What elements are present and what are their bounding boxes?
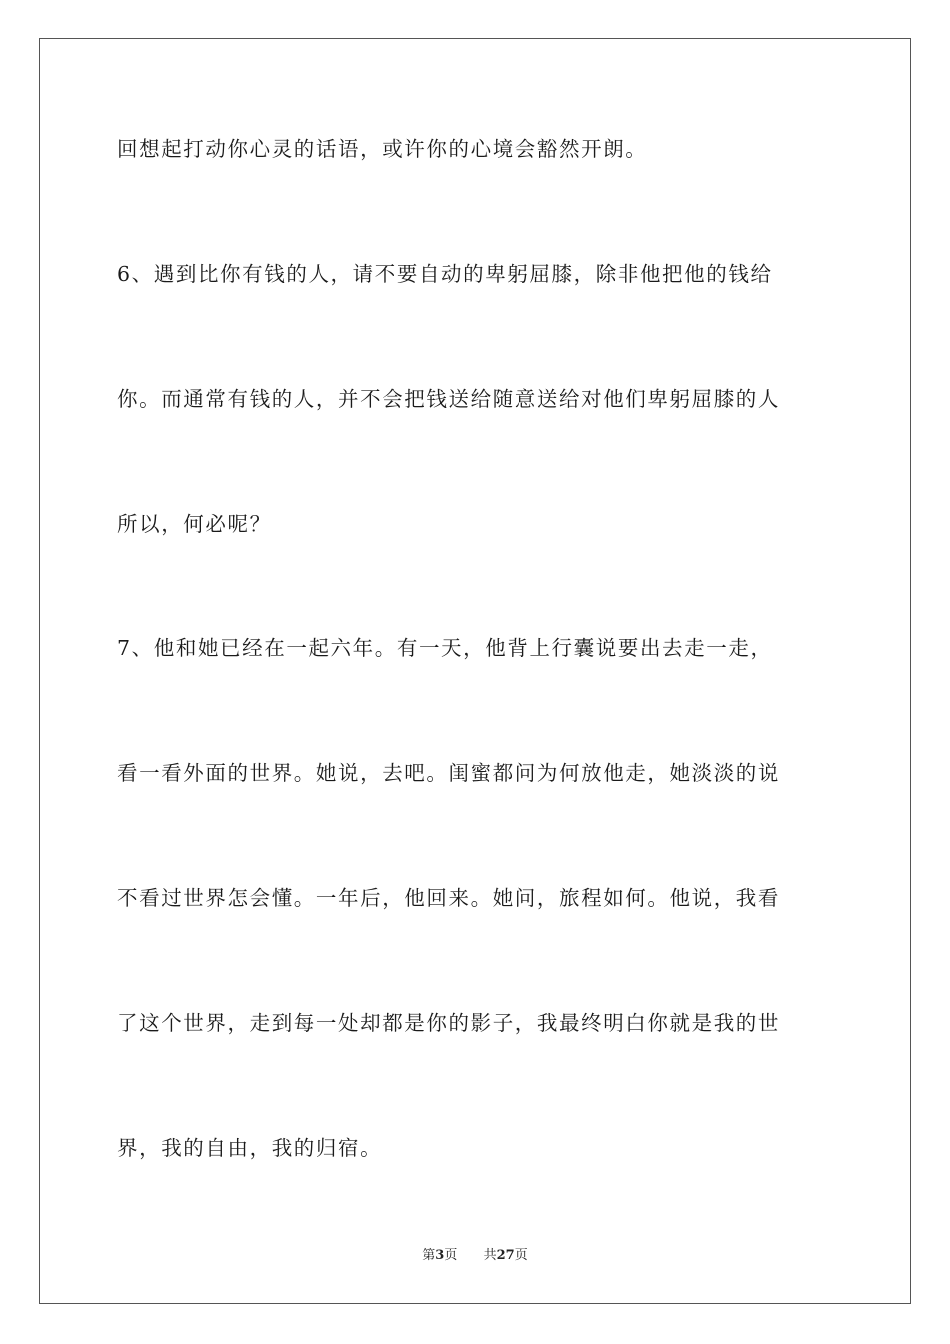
text-line: 不看过世界怎会懂。一年后，他回来。她问，旅程如何。他说，我看 (117, 886, 780, 910)
page-border (39, 38, 911, 1304)
text-line: 界，我的自由，我的归宿。 (117, 1136, 383, 1160)
text-line: 回想起打动你心灵的话语，或许你的心境会豁然开朗。 (117, 137, 648, 161)
total-pages-label: 共27页 (483, 1248, 528, 1263)
text-line: 7、他和她已经在一起六年。有一天，他背上行囊说要出去走一走， (117, 636, 773, 660)
text-line: 了这个世界，走到每一处却都是你的影子，我最终明白你就是我的世 (117, 1011, 780, 1035)
text-line: 看一看外面的世界。她说，去吧。闺蜜都问为何放他走，她淡淡的说 (117, 761, 780, 785)
text-line: 所以，何必呢？ (117, 512, 272, 536)
text-line: 6、遇到比你有钱的人，请不要自动的卑躬屈膝，除非他把他的钱给 (117, 262, 773, 286)
current-page-number: 3 (435, 1248, 445, 1263)
text-line: 你。而通常有钱的人，并不会把钱送给随意送给对他们卑躬屈膝的人 (117, 387, 780, 411)
total-page-count: 27 (496, 1248, 515, 1263)
page-number-label: 第3页 (422, 1248, 458, 1263)
page-footer (0, 1248, 950, 1264)
